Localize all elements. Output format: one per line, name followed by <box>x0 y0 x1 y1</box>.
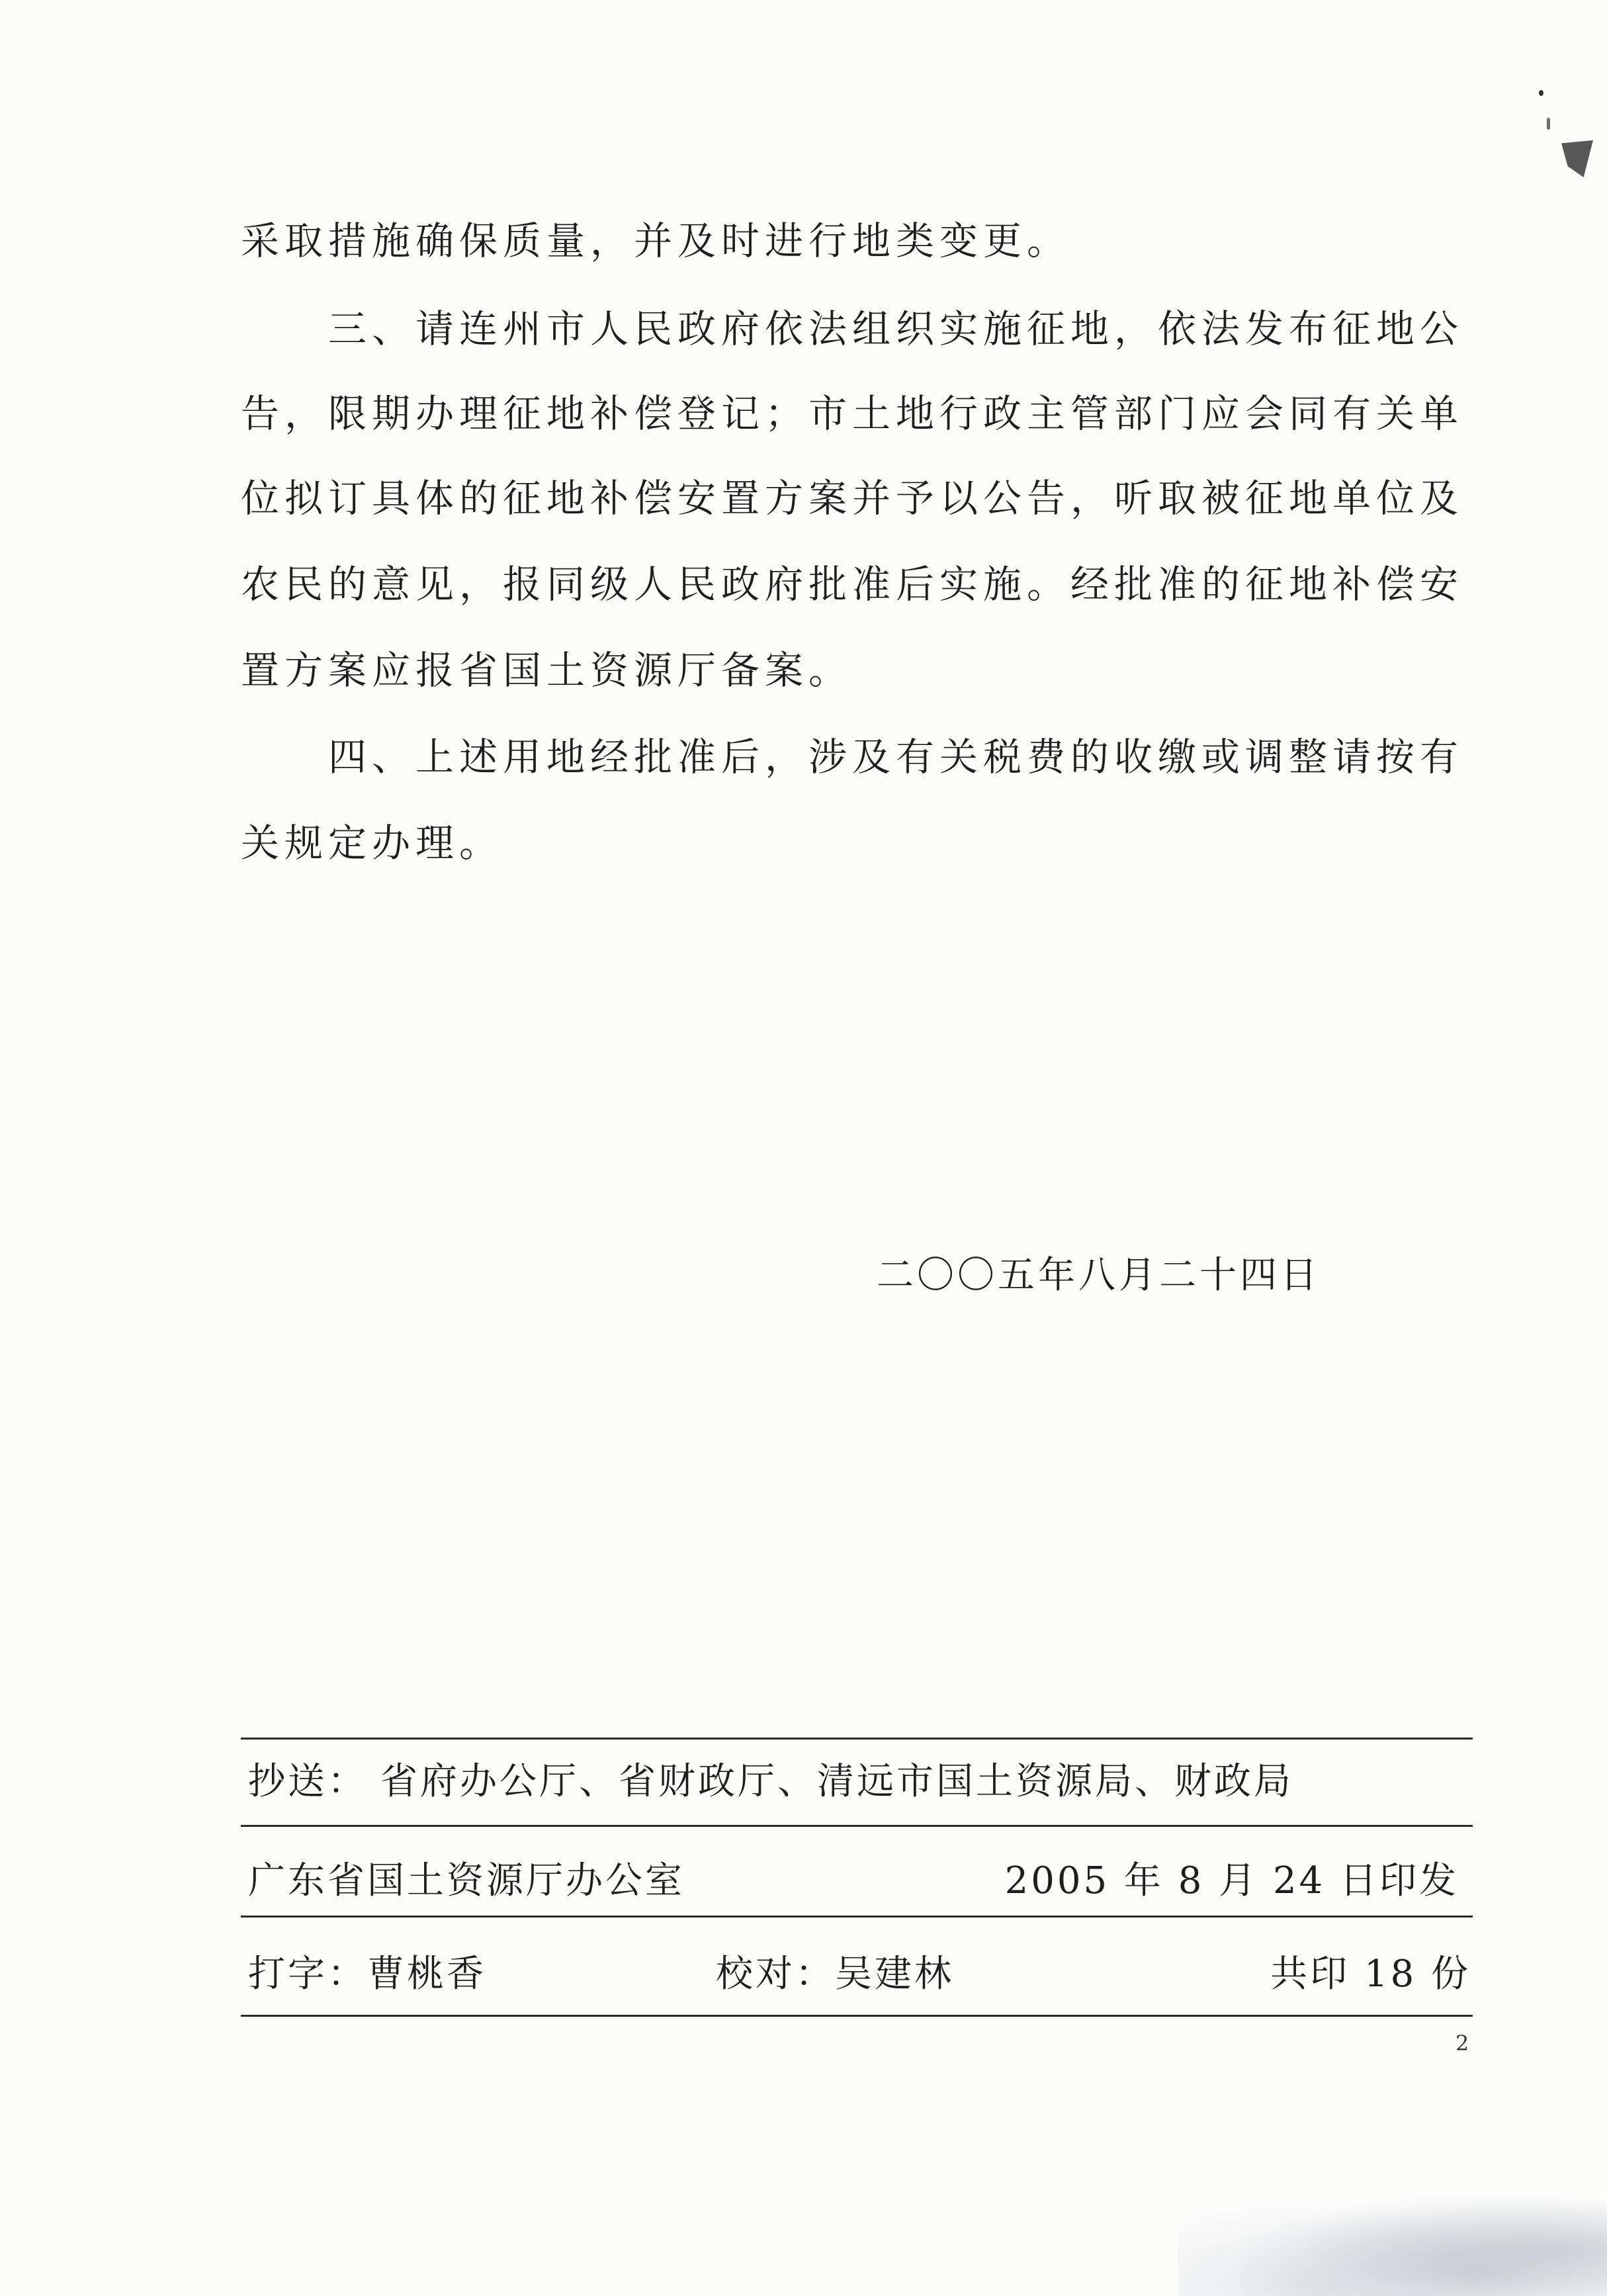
body-line: 告，限期办理征地补偿登记；市土地行政主管部门应会同有关单 <box>241 391 1464 436</box>
cc-row <box>248 1760 1293 1804</box>
body-line: 位拟订具体的征地补偿安置方案并予以公告，听取被征地单位及 <box>241 476 1464 521</box>
signature-date: 二〇〇五年八月二十四日 <box>877 1254 1321 1297</box>
typist: 打字：曹桃香 <box>248 1953 486 1996</box>
body-line: 农民的意见，报同级人民政府批准后实施。经批准的征地补偿安 <box>241 562 1464 607</box>
body-line: 采取措施确保质量，并及时进行地类变更。 <box>241 218 1071 263</box>
table-rule <box>241 1916 1473 1918</box>
scan-noise <box>1178 2177 1607 2296</box>
copies-count: 共印 18 份 <box>1270 1953 1471 1996</box>
cc-label: 抄送： <box>248 1760 367 1803</box>
body-line: 置方案应报省国土资源厅备案。 <box>241 648 853 693</box>
scan-speck <box>1547 118 1550 130</box>
body-line: 三、请连州市人民政府依法组织实施征地，依法发布征地公 <box>328 306 1464 351</box>
cc-recipients: 省府办公厅、省财政厅、清远市国土资源局、财政局 <box>380 1760 1293 1803</box>
table-rule <box>241 1825 1473 1827</box>
issuer: 广东省国土资源厅办公室 <box>248 1859 685 1902</box>
scan-speck <box>1561 140 1593 177</box>
proofreader: 校对：吴建林 <box>716 1953 954 1996</box>
table-rule <box>241 1738 1473 1740</box>
scan-speck <box>1539 90 1543 96</box>
body-line: 关规定办理。 <box>241 820 503 865</box>
issue-date: 2005 年 8 月 24 日印发 <box>1004 1859 1459 1902</box>
table-rule <box>241 2015 1473 2017</box>
page-number: 2 <box>1455 2031 1469 2056</box>
body-line: 四、上述用地经批准后，涉及有关税费的收缴或调整请按有 <box>328 734 1464 779</box>
